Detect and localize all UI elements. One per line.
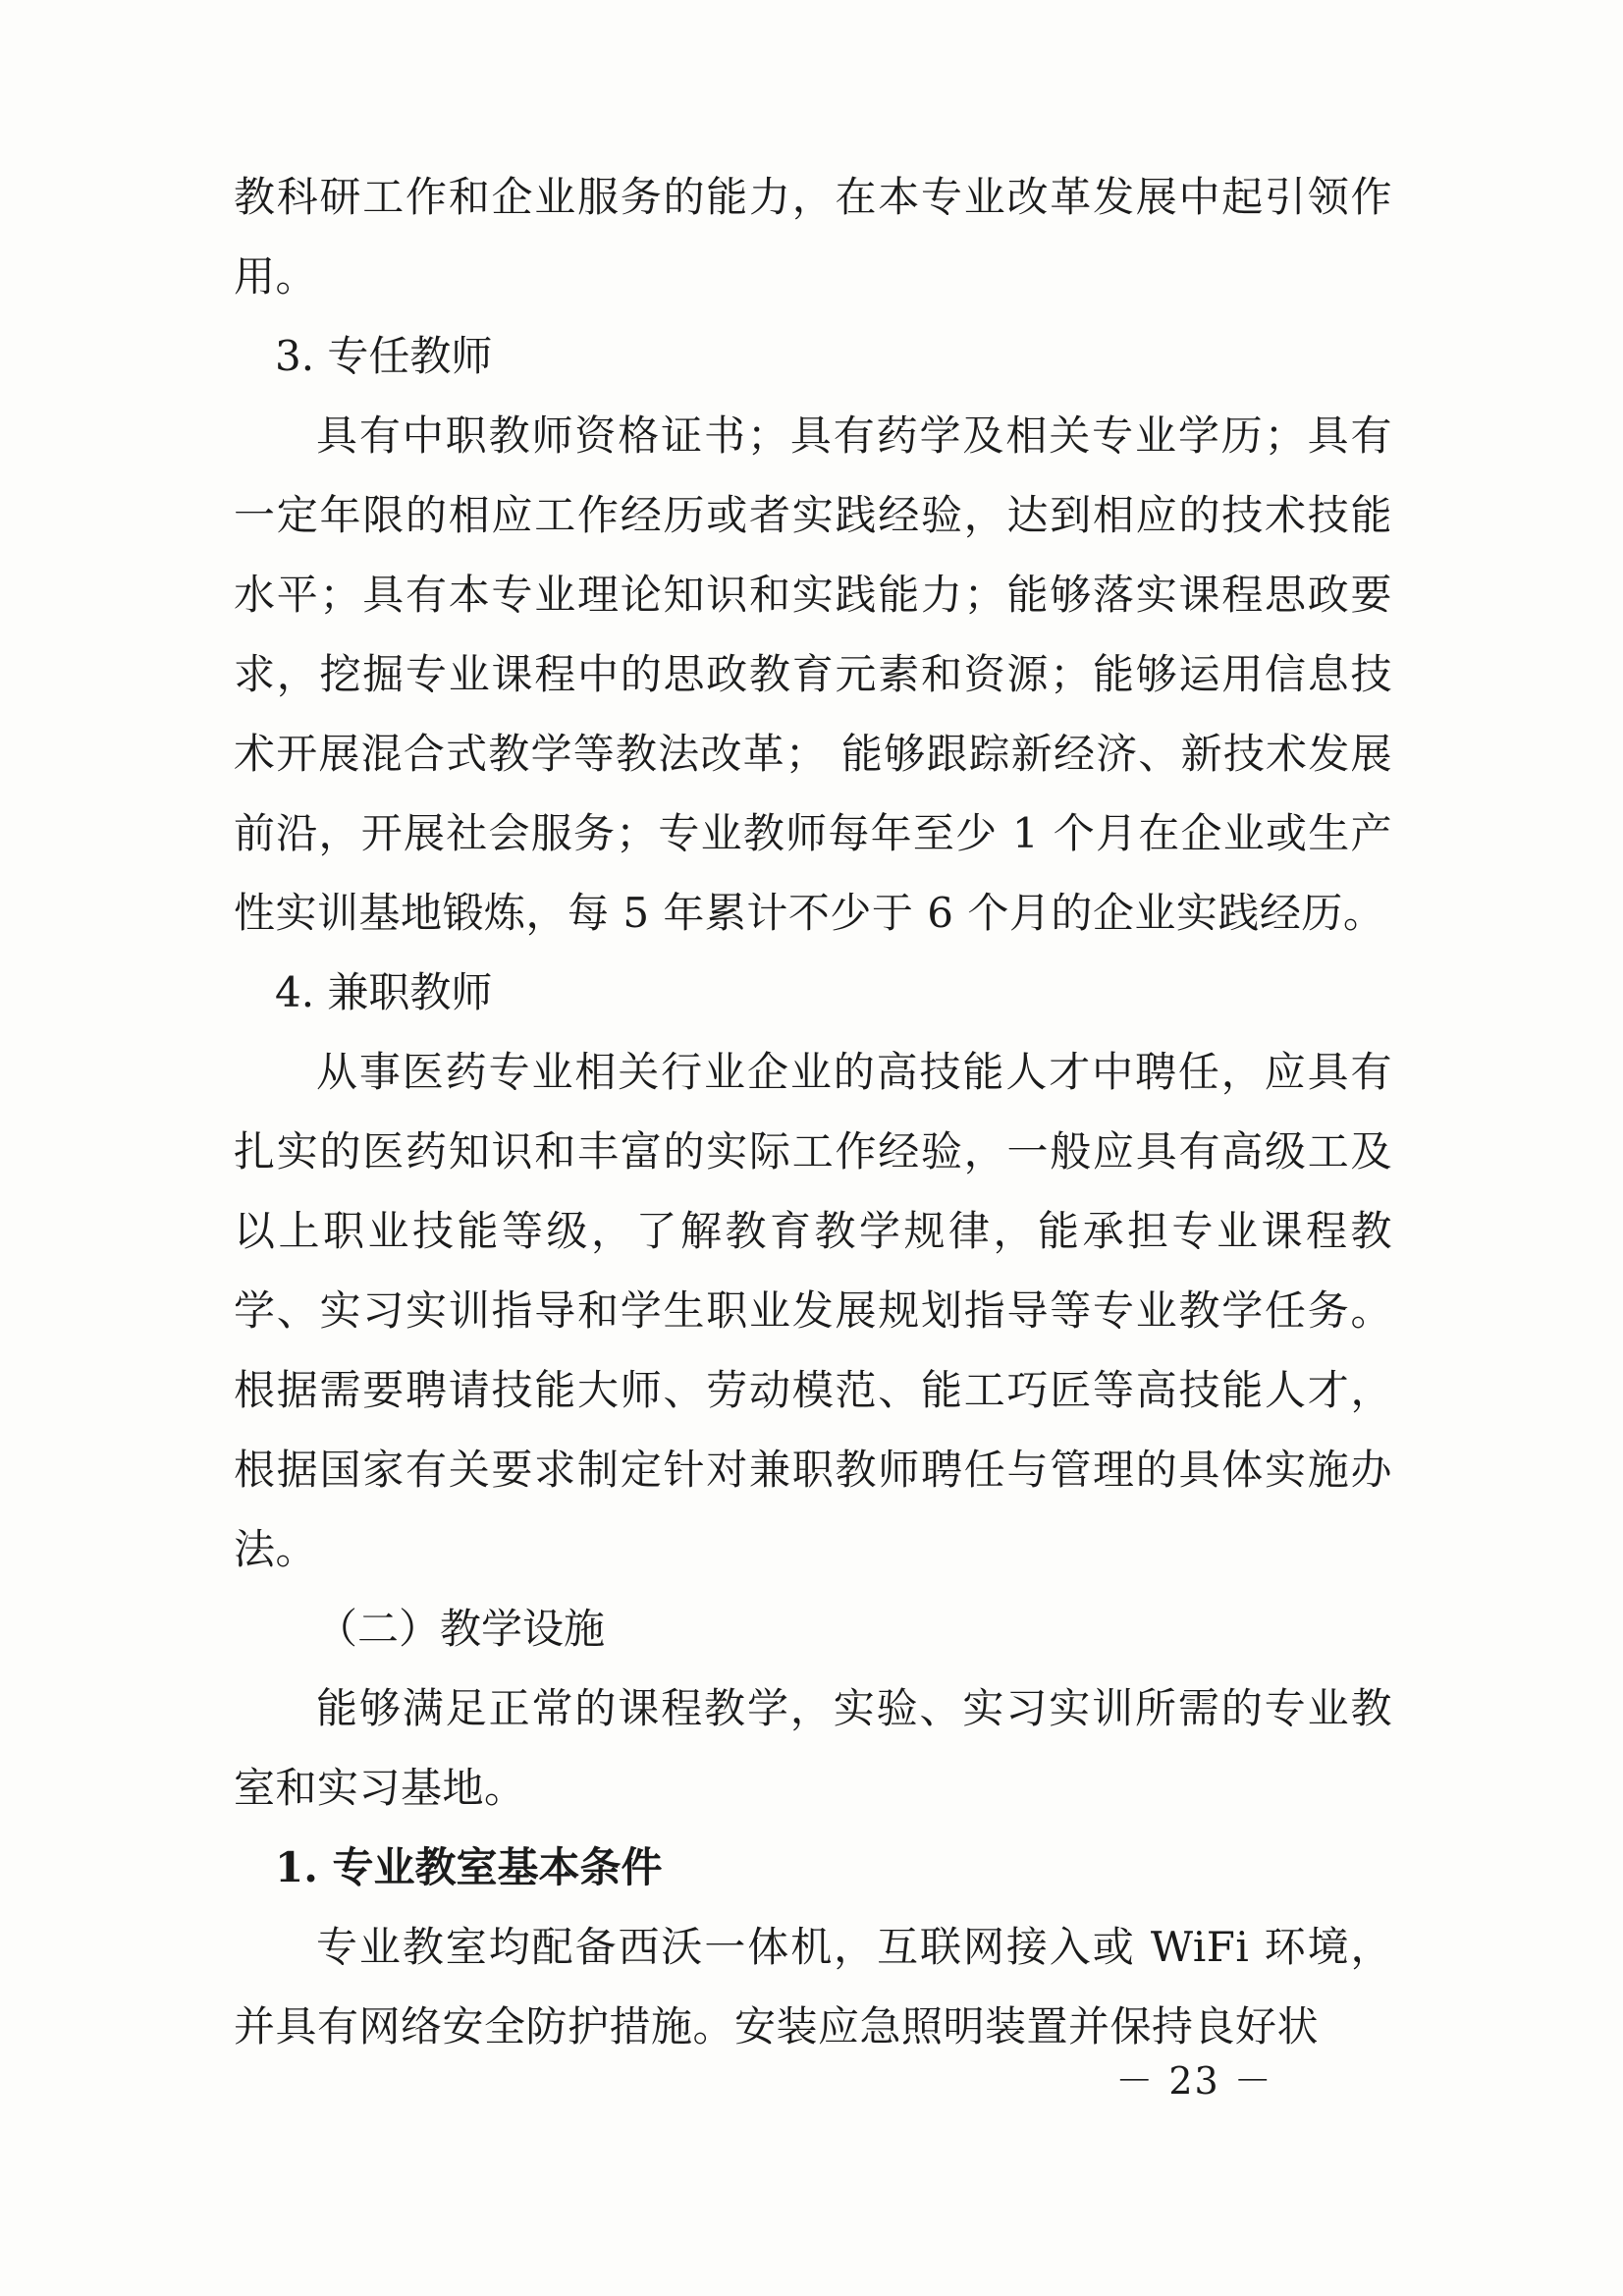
heading-full-time-teachers: 3. 专任教师 bbox=[275, 332, 493, 380]
paragraph-classroom-requirements: 专业教室均配备西沃一体机，互联网接入或 WiFi 环境，并具有网络安全防护措施。安装应急照明装置并保持良好状 bbox=[234, 1923, 1392, 2050]
paragraph-full-time-teachers: 具有中职教师资格证书；具有药学及相关专业学历；具有一定年限的相应工作经历或者实践经验，达到相应的技术技能水平；具有本专业理论知识和实践能力；能够落实课程思政要求，挖掘专业课程中的思政教育元素和资源；能够运用信息技术开展混合式教学等教法改革； 能够跟踪新经济、新技术发展前沿，开展社会服务；专业教师每年至少 1 个月在企业或生产性实训基地锻炼，每 5 年累计不少于 6 个月的企业实践经历。 bbox=[234, 411, 1392, 937]
page-number: － 23 － bbox=[1115, 2059, 1273, 2103]
paragraph-teaching-facilities: 能够满足正常的课程教学，实验、实习实训所需的专业教室和实习基地。 bbox=[234, 1684, 1392, 1812]
section-heading-teaching-facilities: （二）教学设施 bbox=[316, 1605, 606, 1653]
paragraph-continued: 教科研工作和企业服务的能力，在本专业改革发展中起引领作用。 bbox=[234, 173, 1392, 301]
heading-classroom-requirements: 1. 专业教室基本条件 bbox=[275, 1843, 663, 1891]
page-footer bbox=[0, 2050, 1623, 2105]
page-content bbox=[234, 157, 1392, 2066]
paragraph-part-time-teachers: 从事医药专业相关行业企业的高技能人才中聘任，应具有扎实的医药知识和丰富的实际工作经验，一般应具有高级工及以上职业技能等级，了解教育教学规律，能承担专业课程教学、实习实训指导和学生职业发展规划指导等专业教学任务。根据需要聘请技能大师、劳动模范、能工巧匠等高技能人才，根据国家有关要求制定针对兼职教师聘任与管理的具体实施办法。 bbox=[234, 1048, 1392, 1573]
heading-part-time-teachers: 4. 兼职教师 bbox=[275, 968, 493, 1016]
